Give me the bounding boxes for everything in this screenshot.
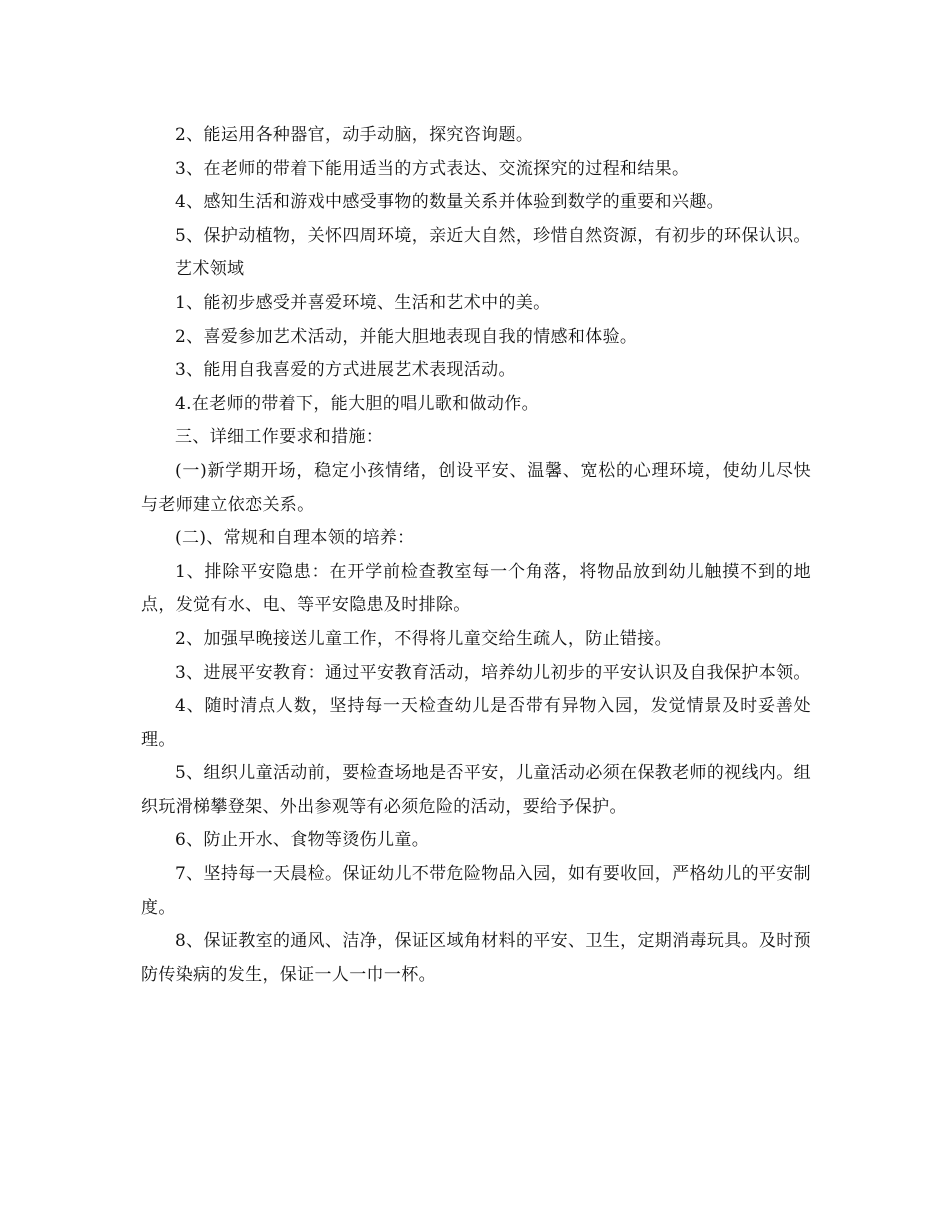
paragraph: 8、保证教室的通风、洁净，保证区域角材料的平安、卫生，定期消毒玩具。及时预防传染病的发生，保证一人一巾一杯。 [141, 931, 811, 985]
paragraph: 3、进展平安教育：通过平安教育活动，培养幼儿初步的平安认识及自我保护本领。 [175, 662, 811, 683]
subsection-heading: (二)、常规和自理本领的培养： [175, 528, 415, 549]
paragraph: 2、能运用各种器官，动手动脑，探究咨询题。 [175, 125, 534, 145]
paragraph: 7、坚持每一天晨检。保证幼儿不带危险物品入园，如有要收回，严格幼儿的平安制度。 [141, 864, 811, 918]
section-heading: 艺术领域 [175, 259, 245, 280]
document-body [141, 119, 811, 992]
paragraph: 5、组织儿童活动前，要检查场地是否平安，儿童活动必须在保教老师的视线内。组织玩滑梯攀登架、外出参观等有必须危险的活动，要给予保护。 [141, 763, 811, 817]
paragraph: 6、防止开水、食物等烫伤儿童。 [175, 830, 430, 851]
paragraph: 4.在老师的带着下，能大胆的唱儿歌和做动作。 [175, 393, 539, 414]
paragraph: 5、保护动植物，关怀四周环境，亲近大自然，珍惜自然资源，有初步的环保认识。 [175, 225, 811, 246]
section-heading: 三、详细工作要求和措施： [175, 427, 384, 448]
paragraph: 2、喜爱参加艺术活动，并能大胆地表现自我的情感和体验。 [175, 326, 638, 347]
paragraph: 2、加强早晚接送儿童工作，不得将儿童交给生疏人，防止错接。 [175, 628, 672, 649]
paragraph: 3、在老师的带着下能用适当的方式表达、交流探究的过程和结果。 [175, 158, 690, 179]
paragraph: 1、排除平安隐患：在开学前检查教室每一个角落，将物品放到幼儿触摸不到的地点，发觉有水、电、等平安隐患及时排除。 [141, 561, 811, 616]
paragraph: 4、随时清点人数，坚持每一天检查幼儿是否带有异物入园，发觉情景及时妥善处理。 [141, 696, 811, 750]
paragraph: 3、能用自我喜爱的方式进展艺术表现活动。 [175, 360, 516, 381]
paragraph: 1、能初步感受并喜爱环境、生活和艺术中的美。 [175, 292, 551, 313]
paragraph: 4、感知生活和游戏中感受事物的数量关系并体验到数学的重要和兴趣。 [175, 192, 725, 213]
paragraph: (一)新学期开场，稳定小孩情绪，创设平安、温馨、宽松的心理环境，使幼儿尽快与老师建立依恋关系。 [141, 460, 811, 515]
